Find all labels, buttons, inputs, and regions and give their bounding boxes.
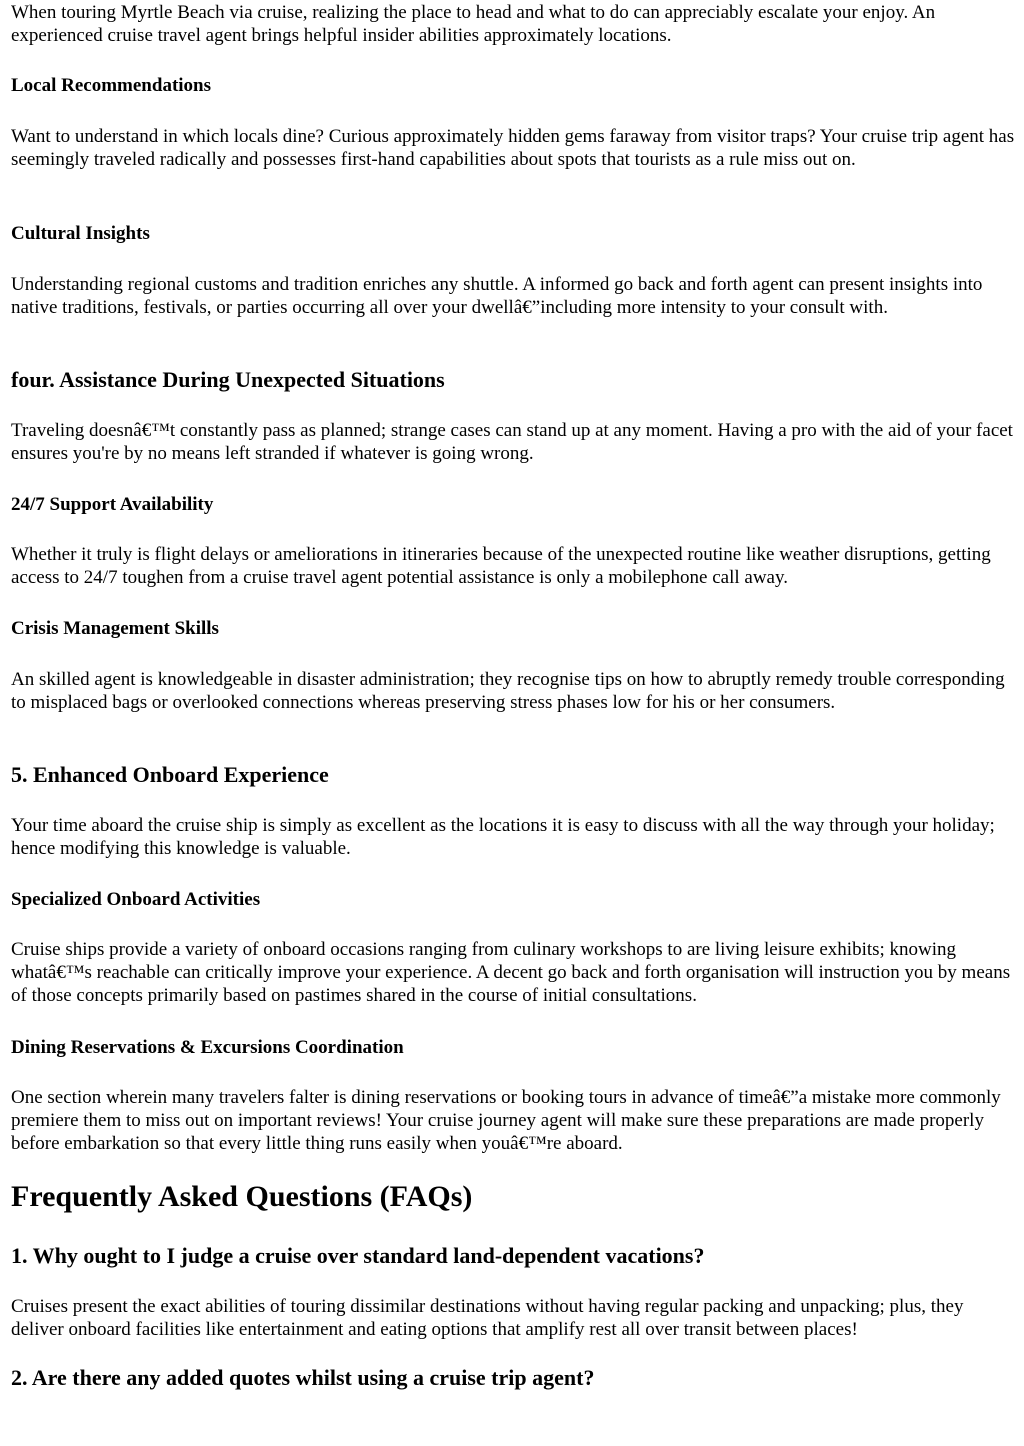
faq-answer-1: Cruises present the exact abilities of touring dissimilar destinations without having regular packing and unpacking; plus, they deliver onboard facilities like entertainment and eating options that amplify rest all over transit between places! xyxy=(11,1296,964,1340)
onboard-activities-paragraph: Cruise ships provide a variety of onboard occasions ranging from culinary workshops to are living leisure exhibits; knowing whatâ€™s reachable can critically improve your experience. A decent go back and forth organisation will instruction you by means of those concepts primarily based on pastimes shared in the course of initial consultations. xyxy=(11,939,1011,1006)
faq-question-2: 2. Are there any added quotes whilst using a cruise trip agent? xyxy=(11,1365,595,1390)
section-4-heading: four. Assistance During Unexpected Situations xyxy=(11,367,445,392)
local-recommendations-paragraph: Want to understand in which locals dine? Curious approximately hidden gems faraway from visitor traps? Your cruise trip agent has seemingly traveled radically and possesses first-hand capabilities about spots that tourists as a rule miss out on. xyxy=(11,126,1015,170)
faq-question-1: 1. Why ought to I judge a cruise over standard land-dependent vacations? xyxy=(11,1243,705,1268)
section-4-paragraph: Traveling doesnâ€™t constantly pass as planned; strange cases can stand up at any moment. Having a pro with the aid of your facet ensures you're by no means left stranded if whatever is going wrong. xyxy=(11,420,1013,464)
local-recommendations-heading: Local Recommendations xyxy=(11,75,212,96)
crisis-management-paragraph: An skilled agent is knowledgeable in disaster administration; they recognise tips on how to abruptly remedy trouble corresponding to misplaced bags or overlooked connections whereas preserving stress phases low for his or her consumers. xyxy=(11,669,1005,713)
faqs-heading: Frequently Asked Questions (FAQs) xyxy=(11,1180,473,1213)
section-5-heading: 5. Enhanced Onboard Experience xyxy=(11,762,329,787)
crisis-management-heading: Crisis Management Skills xyxy=(11,618,219,639)
support-availability-heading: 24/7 Support Availability xyxy=(11,494,214,515)
dining-reservations-paragraph: One section wherein many travelers falter is dining reservations or booking tours in advance of timeâ€”a mistake more commonly premiere them to miss out on important reviews! Your cruise journey agent will make sure these preparations are made properly before embarkation so that every little thing runs easily when youâ€™re aboard. xyxy=(11,1087,1001,1154)
support-availability-paragraph: Whether it truly is flight delays or ameliorations in itineraries because of the unexpected routine like weather disruptions, getting access to 24/7 toughen from a cruise travel agent potential assistance is only a mobilephone call away. xyxy=(11,544,991,588)
section-5-paragraph: Your time aboard the cruise ship is simply as excellent as the locations it is easy to discuss with all the way through your holiday; hence modifying this knowledge is valuable. xyxy=(11,815,995,859)
dining-reservations-heading: Dining Reservations & Excursions Coordination xyxy=(11,1037,404,1058)
intro-paragraph: When touring Myrtle Beach via cruise, realizing the place to head and what to do can appreciably escalate your enjoy. An experienced cruise travel agent brings helpful insider abilities approximately locations. xyxy=(11,2,936,46)
cultural-insights-heading: Cultural Insights xyxy=(11,223,150,244)
onboard-activities-heading: Specialized Onboard Activities xyxy=(11,889,261,910)
cultural-insights-paragraph: Understanding regional customs and tradition enriches any shuttle. A informed go back and forth agent can present insights into native traditions, festivals, or parties occurring all over your dwellâ€”including more intensity to your consult with. xyxy=(11,274,983,318)
